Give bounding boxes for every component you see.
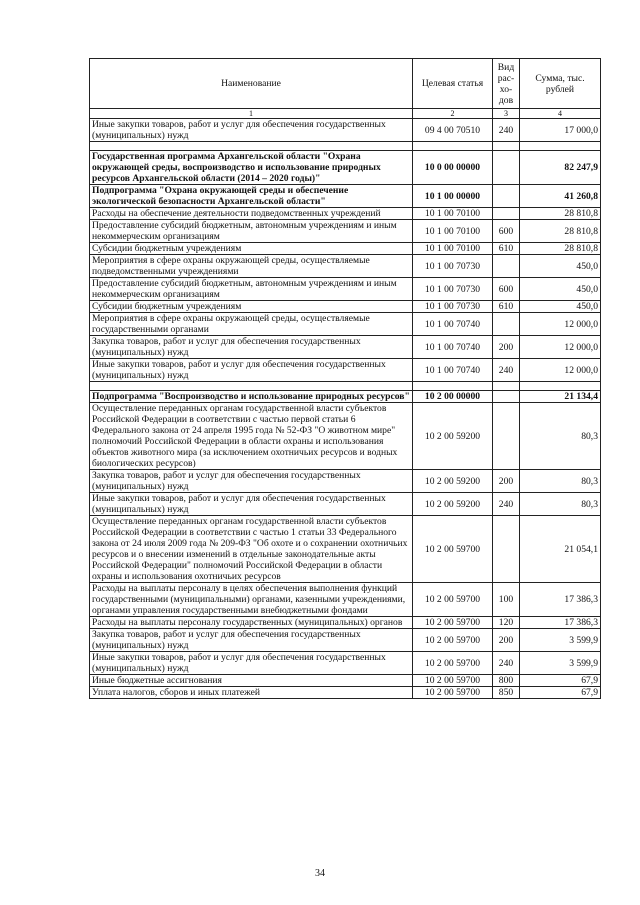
table-row (90, 629, 601, 652)
table-row (90, 652, 601, 675)
cell-sum: 450,0 (520, 278, 601, 301)
cell-name: Подпрограмма "Охрана окружающей среды и обеспечение экологической безопасности Архангельской области" (90, 185, 413, 208)
cell-kind: 240 (493, 493, 520, 516)
table-row (90, 119, 601, 142)
header-code: Целевая статья (413, 59, 493, 109)
table-row (90, 185, 601, 208)
cell-sum: 17 386,3 (520, 617, 601, 629)
cell-code: 10 1 00 70100 (413, 220, 493, 243)
spacer-cell (413, 382, 493, 391)
spacer-cell (90, 382, 413, 391)
page-number: 34 (315, 868, 325, 879)
table-row (90, 687, 601, 699)
cell-name: Осуществление переданных органам государственной власти субъектов Российской Федерации в соответствии с частью 1 статьи 33 Федерального закона от 24 июля 2009 года № 209-ФЗ "Об охоте и о сохранении охотничьих ресурсов и о внесении изменений в отдельные законодательные акты Российской Федерации" полномочий Российской Федерации в области охраны и использования охотничьих ресурсов (90, 516, 413, 583)
spacer-row (90, 142, 601, 151)
cell-kind: 800 (493, 675, 520, 687)
spacer-cell (520, 382, 601, 391)
table-row (90, 359, 601, 382)
cell-name: Иные закупки товаров, работ и услуг для обеспечения государственных (муниципальных) нужд (90, 493, 413, 516)
cell-code: 10 1 00 70740 (413, 359, 493, 382)
cell-sum: 80,3 (520, 470, 601, 493)
cell-sum: 80,3 (520, 403, 601, 470)
cell-code: 10 1 00 70730 (413, 278, 493, 301)
cell-sum: 450,0 (520, 301, 601, 313)
cell-code: 10 2 00 59700 (413, 583, 493, 617)
spacer-cell (90, 142, 413, 151)
cell-sum: 28 810,8 (520, 208, 601, 220)
table-row (90, 516, 601, 583)
table-row (90, 243, 601, 255)
table-row (90, 675, 601, 687)
cell-code: 10 2 00 59200 (413, 403, 493, 470)
cell-name: Иные закупки товаров, работ и услуг для обеспечения государственных (муниципальных) нужд (90, 652, 413, 675)
cell-code: 10 1 00 70740 (413, 313, 493, 336)
table-row (90, 313, 601, 336)
column-number: 4 (520, 109, 601, 119)
cell-sum: 450,0 (520, 255, 601, 278)
header-kind: Вид рас-хо-дов (493, 59, 520, 109)
cell-name: Закупка товаров, работ и услуг для обеспечения государственных (муниципальных) нужд (90, 629, 413, 652)
cell-name: Государственная программа Архангельской области "Охрана окружающей среды, воспроизводство и использование природных ресурсов Архангельской области (2014 – 2020 годы)" (90, 151, 413, 185)
table-row (90, 403, 601, 470)
cell-name: Иные закупки товаров, работ и услуг для обеспечения государственных (муниципальных) нужд (90, 359, 413, 382)
cell-sum: 3 599,9 (520, 629, 601, 652)
column-number: 1 (90, 109, 413, 119)
cell-name: Уплата налогов, сборов и иных платежей (90, 687, 413, 699)
column-number: 3 (493, 109, 520, 119)
cell-sum: 41 260,8 (520, 185, 601, 208)
cell-sum: 12 000,0 (520, 313, 601, 336)
cell-kind (493, 255, 520, 278)
cell-sum: 12 000,0 (520, 359, 601, 382)
cell-name: Субсидии бюджетным учреждениям (90, 301, 413, 313)
column-number: 2 (413, 109, 493, 119)
cell-kind: 240 (493, 652, 520, 675)
cell-sum: 21 134,4 (520, 391, 601, 403)
cell-kind: 100 (493, 583, 520, 617)
cell-code: 09 4 00 70510 (413, 119, 493, 142)
cell-code: 10 0 00 00000 (413, 151, 493, 185)
cell-kind (493, 391, 520, 403)
cell-name: Расходы на выплаты персоналу государственных (муниципальных) органов (90, 617, 413, 629)
table-row (90, 336, 601, 359)
cell-code: 10 1 00 70100 (413, 243, 493, 255)
cell-code: 10 2 00 59700 (413, 687, 493, 699)
cell-name: Закупка товаров, работ и услуг для обеспечения государственных (муниципальных) нужд (90, 470, 413, 493)
cell-code: 10 2 00 59200 (413, 470, 493, 493)
table-row (90, 220, 601, 243)
cell-code: 10 2 00 59200 (413, 493, 493, 516)
cell-name: Мероприятия в сфере охраны окружающей среды, осуществляемые государственными органами (90, 313, 413, 336)
table-body (90, 119, 601, 699)
cell-name: Расходы на обеспечение деятельности подведомственных учреждений (90, 208, 413, 220)
table-row (90, 617, 601, 629)
cell-sum: 67,9 (520, 675, 601, 687)
spacer-row (90, 382, 601, 391)
cell-kind: 200 (493, 470, 520, 493)
cell-code: 10 2 00 59700 (413, 652, 493, 675)
cell-sum: 21 054,1 (520, 516, 601, 583)
cell-kind: 240 (493, 119, 520, 142)
cell-code: 10 2 00 59700 (413, 617, 493, 629)
cell-name: Осуществление переданных органам государственной власти субъектов Российской Федерации в соответствии с частью первой статьи 6 Федерального закона от 24 апреля 1995 года № 52-ФЗ "О животном мире" полномочий Российской Федерации в области охраны и использования объектов животного мира (за исключением охотничьих ресурсов и водных биологических ресурсов) (90, 403, 413, 470)
cell-name: Предоставление субсидий бюджетным, автономным учреждениям и иным некоммерческим организациям (90, 220, 413, 243)
cell-kind: 850 (493, 687, 520, 699)
cell-code: 10 1 00 70730 (413, 255, 493, 278)
cell-kind (493, 185, 520, 208)
cell-sum: 28 810,8 (520, 220, 601, 243)
cell-code: 10 2 00 59700 (413, 629, 493, 652)
cell-code: 10 2 00 00000 (413, 391, 493, 403)
cell-kind: 610 (493, 243, 520, 255)
cell-code: 10 2 00 59700 (413, 675, 493, 687)
cell-sum: 67,9 (520, 687, 601, 699)
cell-code: 10 1 00 00000 (413, 185, 493, 208)
cell-kind (493, 403, 520, 470)
spacer-cell (493, 142, 520, 151)
cell-kind: 600 (493, 278, 520, 301)
cell-code: 10 1 00 70730 (413, 301, 493, 313)
table-row (90, 151, 601, 185)
spacer-cell (520, 142, 601, 151)
cell-kind: 610 (493, 301, 520, 313)
cell-sum: 17 386,3 (520, 583, 601, 617)
spacer-cell (493, 382, 520, 391)
spacer-cell (413, 142, 493, 151)
cell-code: 10 2 00 59700 (413, 516, 493, 583)
cell-sum: 3 599,9 (520, 652, 601, 675)
cell-kind (493, 208, 520, 220)
cell-kind: 120 (493, 617, 520, 629)
cell-sum: 80,3 (520, 493, 601, 516)
cell-sum: 12 000,0 (520, 336, 601, 359)
cell-kind (493, 516, 520, 583)
cell-kind (493, 151, 520, 185)
header-sum: Сумма, тыс. рублей (520, 59, 601, 109)
cell-name: Подпрограмма "Воспроизводство и использование природных ресурсов" (90, 391, 413, 403)
table-row (90, 583, 601, 617)
table-row (90, 255, 601, 278)
cell-name: Мероприятия в сфере охраны окружающей среды, осуществляемые подведомственными учреждениями (90, 255, 413, 278)
cell-name: Субсидии бюджетным учреждениям (90, 243, 413, 255)
cell-name: Иные бюджетные ассигнования (90, 675, 413, 687)
table-row (90, 493, 601, 516)
cell-name: Расходы на выплаты персоналу в целях обеспечения выполнения функций государственными (муниципальными) органами, казенными учреждениями, органами управления государственными внебюджетными фондами (90, 583, 413, 617)
header-name: Наименование (90, 59, 413, 109)
cell-name: Предоставление субсидий бюджетным, автономным учреждениям и иным некоммерческим организациям (90, 278, 413, 301)
cell-kind (493, 313, 520, 336)
table-row (90, 470, 601, 493)
table-row (90, 278, 601, 301)
cell-name: Иные закупки товаров, работ и услуг для обеспечения государственных (муниципальных) нужд (90, 119, 413, 142)
cell-code: 10 1 00 70100 (413, 208, 493, 220)
table-row (90, 301, 601, 313)
cell-kind: 240 (493, 359, 520, 382)
table-row (90, 391, 601, 403)
cell-kind: 200 (493, 629, 520, 652)
cell-name: Закупка товаров, работ и услуг для обеспечения государственных (муниципальных) нужд (90, 336, 413, 359)
table-row (90, 208, 601, 220)
cell-kind: 200 (493, 336, 520, 359)
cell-code: 10 1 00 70740 (413, 336, 493, 359)
cell-sum: 28 810,8 (520, 243, 601, 255)
cell-sum: 82 247,9 (520, 151, 601, 185)
cell-sum: 17 000,0 (520, 119, 601, 142)
cell-kind: 600 (493, 220, 520, 243)
budget-table (89, 58, 601, 699)
